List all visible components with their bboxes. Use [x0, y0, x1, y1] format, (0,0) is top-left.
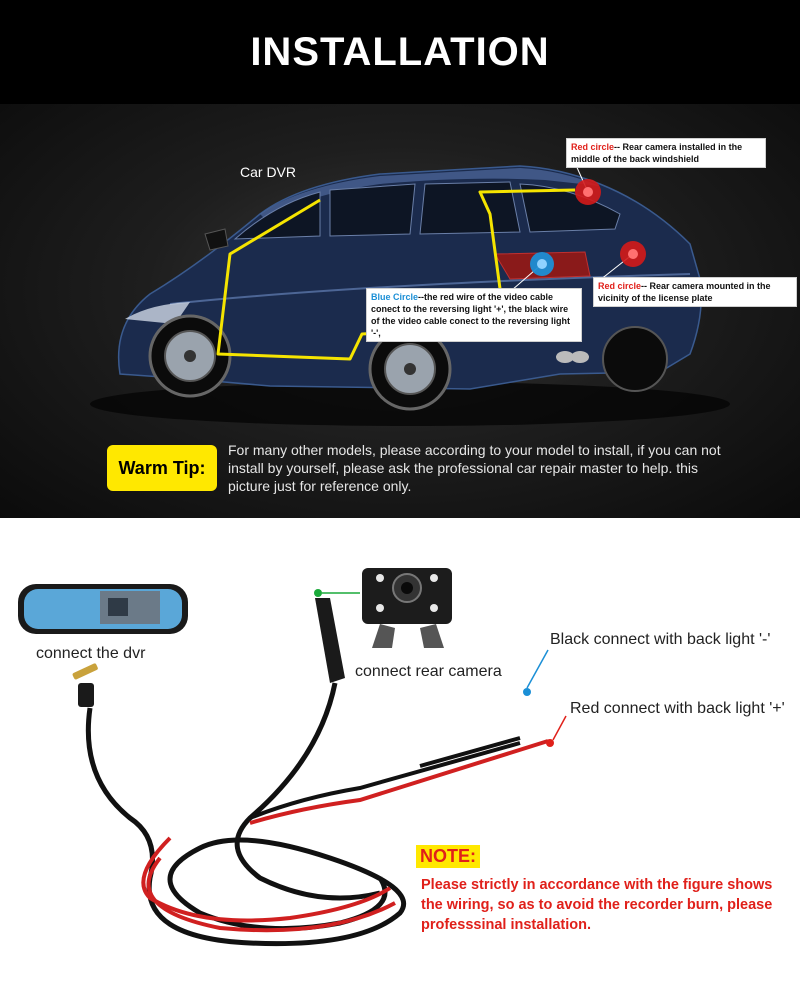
- warm-tip-badge: Warm Tip:: [107, 445, 217, 491]
- warm-tip-text: For many other models, please according to your model to install, if you can not install by yourself, please ask the professional car repair master to help. this picture just for reference only.: [228, 442, 721, 494]
- red-circle-bottom-lead: Red circle: [598, 281, 642, 291]
- page-title: INSTALLATION: [250, 30, 550, 74]
- blue-circle-text: --the red wire of the video cable conect to the reversing light '+', the black wire of the video cable conect to the reversing light '-',: [371, 292, 571, 338]
- red-circle-top-lead: Red circle: [571, 142, 615, 152]
- blue-circle-lead: Blue Circle: [371, 292, 419, 302]
- mirror-dvr-image: [18, 584, 188, 634]
- note-text: Please strictly in accordance with the figure shows the wiring, so as to avoid the recorder burn, please professsinal installation.: [421, 877, 773, 933]
- camera-connector-dot: [314, 589, 322, 597]
- black-wire-marker: [523, 688, 531, 696]
- header-bar: [0, 0, 800, 104]
- red-circle-top-callout: [566, 138, 766, 168]
- connect-rear-camera-label: connect rear camera: [355, 663, 502, 680]
- black-wire-label: Black connect with back light '-': [550, 631, 771, 648]
- red-circle-top-text: -- Rear camera installed in the middle of the back windshield: [571, 142, 743, 164]
- note-badge: NOTE:: [416, 845, 480, 868]
- red-circle-bottom-callout: [593, 277, 797, 307]
- connect-dvr-label: connect the dvr: [36, 645, 146, 662]
- red-wire-marker: [546, 739, 554, 747]
- av-plug-image: [72, 663, 99, 707]
- car-dvr-label: Car DVR: [240, 164, 297, 180]
- red-wire-label: Red connect with back light '+': [570, 700, 785, 717]
- red-circle-bottom-text: -- Rear camera mounted in the vicinity of the license plate: [598, 281, 771, 303]
- blue-circle-callout: [366, 288, 582, 342]
- rear-camera-image: [362, 568, 452, 648]
